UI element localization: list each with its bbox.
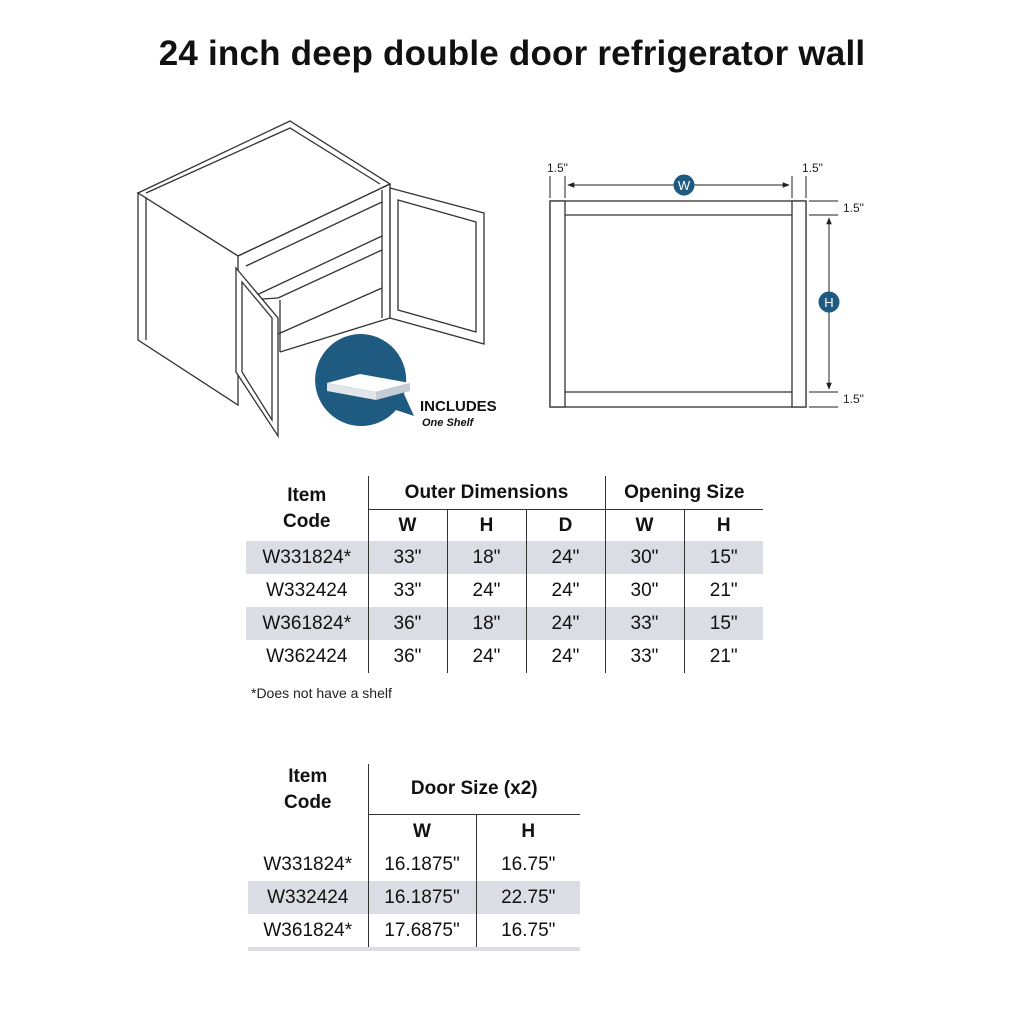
outer-w-header: W [368,510,447,542]
cabinet-isometric-drawing [138,121,484,436]
item-code-cell: W332424 [266,579,348,601]
value-cell: 33" [368,574,447,607]
door-w-header: W [368,815,476,849]
value-cell: 18" [447,607,526,640]
value-cell: 30" [605,574,684,607]
value-cell: 15" [684,607,763,640]
value-cell: 24" [447,574,526,607]
table-row [248,881,580,914]
front-elevation-diagram [550,201,806,407]
right-stile-label: 1.5" [802,161,823,175]
value-cell: 21" [684,640,763,673]
svg-text:W: W [677,178,691,193]
top-rail-label: 1.5" [843,201,864,215]
bottom-rail-label: 1.5" [843,392,864,406]
face-frame-outline [550,201,806,407]
value-cell: 30" [605,541,684,574]
value-cell: 16.75" [476,848,580,881]
opening-h-header: H [684,510,763,542]
includes-shelf-badge [315,334,497,429]
value-cell: 24" [526,607,605,640]
table-row [248,914,580,949]
footnote: *Does not have a shelf [251,685,392,701]
cabinet-diagrams [0,0,1024,470]
item-code-cell: W361824* [246,607,368,640]
value-cell: 36" [368,640,447,673]
table-row [246,541,763,574]
door-size-table [248,764,580,951]
height-marker-icon [819,292,840,313]
outer-dimensions-header: Outer Dimensions [368,476,605,510]
value-cell: 33" [368,541,447,574]
value-cell: 15" [684,541,763,574]
table-row [246,574,763,607]
value-cell: 16.1875" [368,848,476,881]
value-cell: 16.75" [476,914,580,949]
item-code-cell: W331824* [263,853,353,875]
value-cell: 36" [368,607,447,640]
door-h-header: H [476,815,580,849]
value-cell: 24" [447,640,526,673]
item-code-header: Item Code [284,766,332,813]
door-size-header: Door Size (x2) [368,764,580,815]
table-row [246,607,763,640]
value-cell: 17.6875" [368,914,476,949]
svg-text:H: H [824,295,834,310]
table-row [248,848,580,881]
item-code-cell: W331824* [246,541,368,574]
includes-sublabel: One Shelf [422,417,474,429]
value-cell: 33" [605,640,684,673]
value-cell: 24" [526,640,605,673]
outer-h-header: H [447,510,526,542]
value-cell: 16.1875" [368,881,476,914]
item-code-cell: W332424 [248,881,368,914]
item-code-cell: W362424 [266,645,348,667]
value-cell: 24" [526,541,605,574]
item-code-cell: W361824* [248,914,368,949]
value-cell: 33" [605,607,684,640]
dimensions-table [246,476,763,673]
page-title: 24 inch deep double door refrigerator wall [158,34,866,73]
value-cell: 24" [526,574,605,607]
opening-size-header: Opening Size [605,476,763,510]
table-row [246,640,763,673]
includes-label: INCLUDES [420,398,497,415]
value-cell: 18" [447,541,526,574]
item-code-header: Item Code [283,484,331,532]
value-cell: 21" [684,574,763,607]
left-stile [550,201,565,407]
opening-w-header: W [605,510,684,542]
outer-d-header: D [526,510,605,542]
width-marker-icon [674,175,695,196]
right-stile [792,201,806,407]
value-cell: 22.75" [476,881,580,914]
left-stile-label: 1.5" [547,161,568,175]
